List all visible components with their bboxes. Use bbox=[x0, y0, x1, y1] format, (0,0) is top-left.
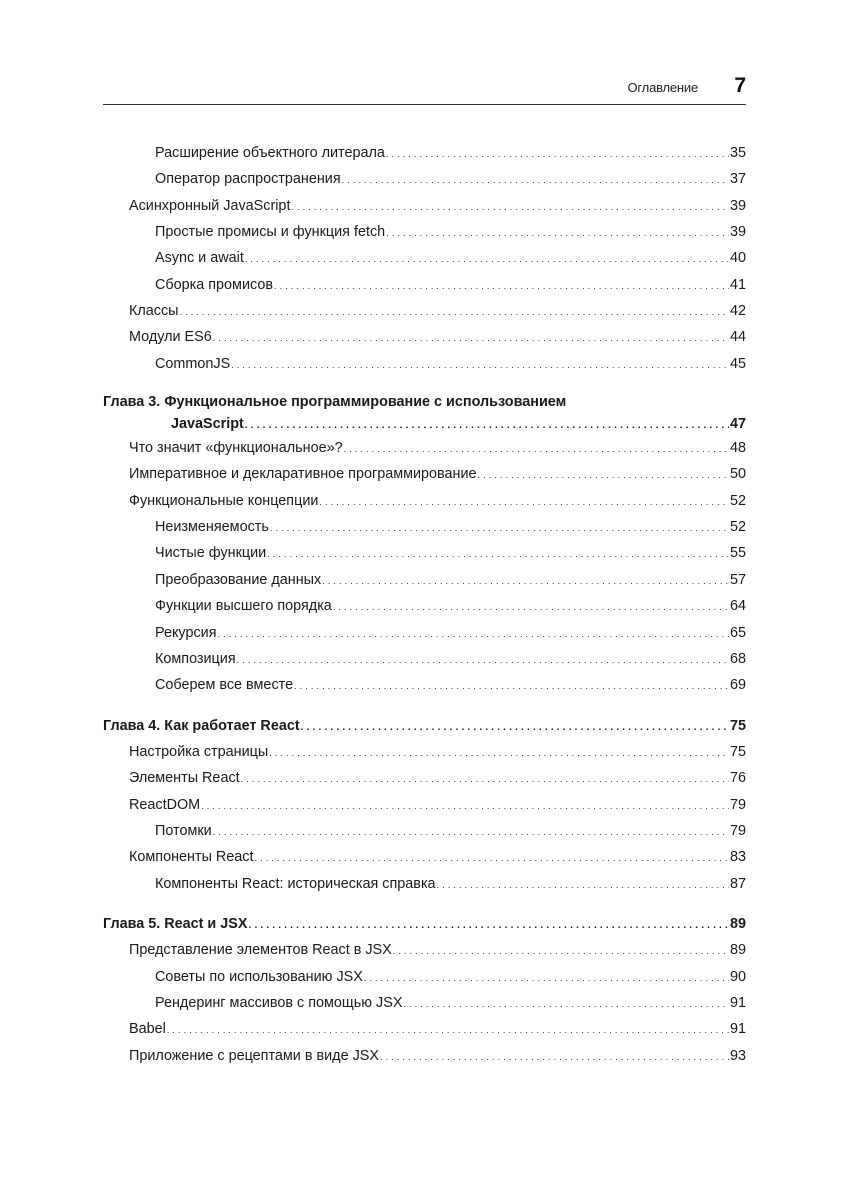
toc-entry bbox=[103, 844, 746, 870]
dot-leader bbox=[478, 461, 729, 488]
toc-entry-page: 42 bbox=[729, 303, 746, 320]
dot-leader bbox=[270, 514, 729, 541]
dot-leader bbox=[319, 488, 729, 515]
chapter-title-row bbox=[103, 713, 746, 739]
toc-entry-title: Рендеринг массивов с помощью JSX bbox=[155, 994, 403, 1011]
toc-entry-page: 75 bbox=[729, 743, 746, 760]
toc-entry-page: 48 bbox=[729, 440, 746, 457]
chapter-title-line1: Глава 3. Функциональное программирование с использованием bbox=[103, 394, 567, 411]
dot-leader bbox=[180, 298, 729, 325]
dot-leader bbox=[301, 713, 729, 741]
dot-leader bbox=[231, 351, 729, 378]
dot-leader bbox=[213, 324, 729, 351]
dot-leader bbox=[269, 739, 729, 766]
toc-entry bbox=[103, 792, 746, 818]
toc-entry-page: 79 bbox=[729, 822, 746, 839]
toc-entry-title: Что значит «функциональное»? bbox=[129, 440, 343, 457]
toc-entry-page: 45 bbox=[729, 355, 746, 372]
page-number: 7 bbox=[734, 74, 746, 97]
header-rule bbox=[103, 104, 746, 105]
toc-entry-page: 91 bbox=[729, 1021, 746, 1038]
dot-leader bbox=[342, 166, 729, 193]
toc-entry-title: Рекурсия bbox=[155, 624, 217, 641]
toc-entry-title: CommonJS bbox=[155, 355, 231, 372]
toc-entry-title: Классы bbox=[129, 303, 179, 320]
toc-entry bbox=[103, 298, 746, 324]
toc-entry-title: Представление элементов React в JSX bbox=[129, 942, 392, 959]
dot-leader bbox=[248, 911, 729, 939]
toc-entry bbox=[103, 646, 746, 672]
toc-entry-title: Компоненты React bbox=[129, 849, 254, 866]
toc-entry-title: Оператор распространения bbox=[155, 171, 341, 188]
toc-entry-page: 87 bbox=[729, 875, 746, 892]
chapter-page: 47 bbox=[729, 416, 746, 433]
chapter-title-line2-row bbox=[103, 413, 746, 435]
toc-entry bbox=[103, 324, 746, 350]
toc-entry-title: ReactDOM bbox=[129, 796, 201, 813]
toc-entry bbox=[103, 540, 746, 566]
chapter-page: 89 bbox=[729, 915, 746, 932]
toc-entry-page: 90 bbox=[729, 968, 746, 985]
dot-leader bbox=[322, 567, 729, 594]
toc-entry-title: Расширение объектного литерала bbox=[155, 145, 385, 161]
dot-leader bbox=[364, 964, 729, 991]
toc-entry bbox=[103, 990, 746, 1016]
dot-leader bbox=[267, 540, 729, 567]
dot-leader bbox=[393, 937, 729, 964]
toc-entry-title: Async и await bbox=[155, 250, 244, 267]
dot-leader bbox=[291, 193, 729, 220]
dot-leader bbox=[237, 646, 729, 673]
toc-entry-title: Императивное и декларативное программирование bbox=[129, 466, 477, 483]
toc-entry-title: Компоненты React: историческая справка bbox=[155, 875, 436, 892]
dot-leader bbox=[386, 219, 729, 246]
toc-entry bbox=[103, 871, 746, 897]
toc-entry bbox=[103, 351, 746, 377]
toc-entry-page: 41 bbox=[729, 276, 746, 293]
dot-leader bbox=[218, 620, 729, 647]
chapter-heading-3 bbox=[103, 391, 746, 435]
dot-leader bbox=[201, 792, 729, 819]
toc-entry-title: Преобразование данных bbox=[155, 571, 322, 588]
toc-entry-page: 39 bbox=[729, 197, 746, 214]
toc-entry-page: 76 bbox=[729, 770, 746, 787]
toc-entry-page: 44 bbox=[729, 329, 746, 346]
toc-entry bbox=[103, 818, 746, 844]
chapter-title: Глава 4. Как работает React bbox=[103, 717, 300, 734]
toc-entry bbox=[103, 193, 746, 219]
toc-entry-page: 83 bbox=[729, 849, 746, 866]
toc-entry-page: 57 bbox=[729, 571, 746, 588]
toc-entry-page: 37 bbox=[729, 171, 746, 188]
dot-leader bbox=[344, 435, 729, 462]
toc-entry-page: 39 bbox=[729, 224, 746, 241]
toc-entry bbox=[103, 514, 746, 540]
dot-leader bbox=[167, 1016, 729, 1043]
toc-entry-page: 65 bbox=[729, 624, 746, 641]
toc-entry-page: 93 bbox=[729, 1047, 746, 1064]
toc-entry-title: Асинхронный JavaScript bbox=[129, 197, 291, 214]
dot-leader bbox=[255, 844, 729, 871]
toc-entry-title: Функции высшего порядка bbox=[155, 598, 332, 615]
toc-entry-title: Модули ES6 bbox=[129, 329, 212, 346]
running-header bbox=[103, 74, 746, 104]
toc-entry-page: 40 bbox=[729, 250, 746, 267]
chapter-title-row bbox=[103, 911, 746, 937]
toc-entry-title: Функциональные концепции bbox=[129, 492, 319, 509]
toc-entry bbox=[103, 488, 746, 514]
toc-entry-title: Элементы React bbox=[129, 770, 240, 787]
toc-entry-title: Babel bbox=[129, 1021, 166, 1038]
dot-leader bbox=[245, 245, 729, 272]
toc-entry bbox=[103, 739, 746, 765]
toc-entry bbox=[103, 166, 746, 192]
toc-entry bbox=[103, 245, 746, 271]
toc-entry-title: Соберем все вместе bbox=[155, 677, 294, 694]
toc-entry-page: 79 bbox=[729, 796, 746, 813]
dot-leader bbox=[333, 593, 729, 620]
toc-entry bbox=[103, 937, 746, 963]
table-of-contents bbox=[103, 140, 746, 1069]
toc-entry-title: Простые промисы и функция fetch bbox=[155, 224, 386, 241]
dot-leader bbox=[403, 990, 729, 1017]
dot-leader bbox=[245, 413, 729, 437]
chapter-title-line2: JavaScript bbox=[171, 416, 244, 433]
dot-leader bbox=[241, 765, 729, 792]
toc-entry-title: Композиция bbox=[155, 650, 236, 667]
toc-entry-page: 64 bbox=[729, 598, 746, 615]
toc-entry bbox=[103, 435, 746, 461]
toc-entry-page: 35 bbox=[729, 145, 746, 161]
chapter-heading-4 bbox=[103, 713, 746, 739]
toc-entry bbox=[103, 219, 746, 245]
toc-entry bbox=[103, 964, 746, 990]
chapter-heading-5 bbox=[103, 911, 746, 937]
toc-entry bbox=[103, 672, 746, 698]
toc-entry bbox=[103, 620, 746, 646]
toc-entry bbox=[103, 140, 746, 166]
toc-entry-page: 68 bbox=[729, 650, 746, 667]
toc-entry-page: 69 bbox=[729, 677, 746, 694]
running-header-title: Оглавление bbox=[627, 80, 698, 95]
dot-leader bbox=[437, 871, 729, 898]
toc-entry-page: 89 bbox=[729, 942, 746, 959]
toc-entry-title: Потомки bbox=[155, 822, 212, 839]
toc-entry-title: Приложение с рецептами в виде JSX bbox=[129, 1047, 379, 1064]
dot-leader bbox=[213, 818, 729, 845]
toc-entry-page: 52 bbox=[729, 492, 746, 509]
toc-entry-page: 55 bbox=[729, 545, 746, 562]
toc-entry bbox=[103, 765, 746, 791]
toc-entry-page: 52 bbox=[729, 519, 746, 536]
toc-entry-title: Неизменяемость bbox=[155, 519, 269, 536]
toc-entry bbox=[103, 461, 746, 487]
chapter-page: 75 bbox=[729, 717, 746, 734]
chapter-title: Глава 5. React и JSX bbox=[103, 915, 248, 932]
toc-entry-title: Настройка страницы bbox=[129, 743, 269, 760]
toc-entry-title: Чистые функции bbox=[155, 545, 267, 562]
dot-leader bbox=[294, 672, 729, 699]
toc-entry-title: Советы по использованию JSX bbox=[155, 968, 363, 985]
toc-entry bbox=[103, 1043, 746, 1069]
dot-leader bbox=[274, 272, 729, 299]
dot-leader bbox=[386, 140, 729, 167]
toc-entry-title: Сборка промисов bbox=[155, 276, 273, 293]
dot-leader bbox=[380, 1043, 729, 1070]
toc-entry-page: 91 bbox=[729, 994, 746, 1011]
toc-entry bbox=[103, 272, 746, 298]
toc-entry bbox=[103, 567, 746, 593]
toc-entry-page: 50 bbox=[729, 466, 746, 483]
toc-entry bbox=[103, 593, 746, 619]
toc-entry bbox=[103, 1016, 746, 1042]
